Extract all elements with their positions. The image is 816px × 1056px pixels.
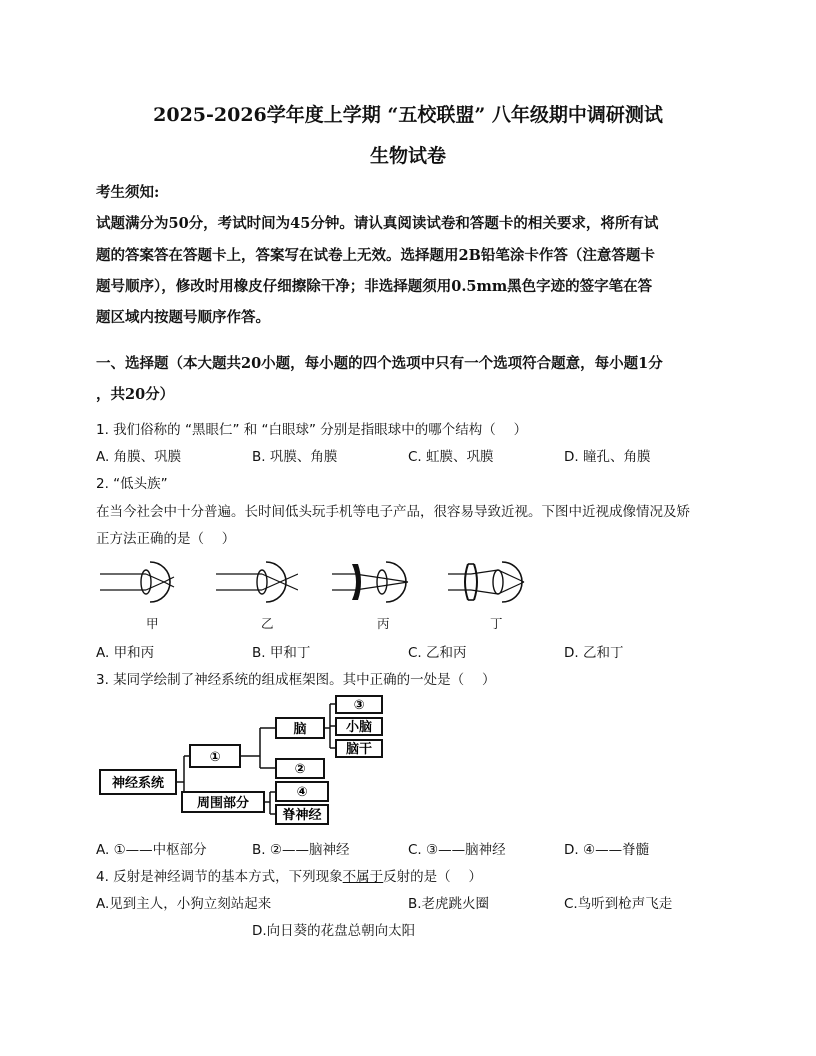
q1-option-a: A. 角膜、巩膜 — [96, 449, 182, 465]
diagram-text-brain: 脑 — [293, 722, 307, 737]
diagram-text-peripheral: 周围部分 — [196, 796, 250, 811]
q1-option-c: C. 虹膜、巩膜 — [408, 449, 494, 465]
q2-option-d: D. 乙和丁 — [564, 645, 624, 661]
q2-option-c: C. 乙和丙 — [408, 645, 467, 661]
q3-option-d: D. ④——脊髓 — [564, 842, 650, 858]
notice-line: 试题满分为50分，考试时间为45分钟。请认真阅读试卷和答题卡的相关要求，将所有试 — [96, 215, 659, 232]
question-1-stem: 1. 我们俗称的 “黑眼仁” 和 “白眼球” 分别是指眼球中的哪个结构（ ） — [96, 422, 528, 438]
notice-line: 题的答案答在答题卡上，答案写在试卷上无效。选择题用2B铅笔涂卡作答（注意答题卡 — [96, 247, 655, 264]
diagram-text-brain-part: ③ — [353, 698, 365, 713]
q4-option-a: A.见到主人，小狗立刻站起来 — [96, 896, 272, 912]
question-2-stem: 在当今社会中十分普遍。长时间低头玩手机等电子产品，很容易导致近视。下图中近视成像情况及矫 — [96, 504, 690, 520]
diagram-text-root: 神经系统 — [111, 776, 165, 791]
q3-option-a: A. ①——中枢部分 — [96, 842, 207, 858]
q4-option-c: C.鸟听到枪声飞走 — [564, 896, 673, 912]
figure-label-jia: 甲 — [146, 616, 159, 631]
section-heading-cont: ，共20分） — [96, 386, 175, 403]
exam-subject-title: 生物试卷 — [369, 145, 446, 167]
eye-diagram-ding — [446, 556, 530, 608]
q2-option-a: A. 甲和丙 — [96, 645, 155, 661]
q4-option-d: D.向日葵的花盘总朝向太阳 — [252, 923, 416, 939]
exam-title: 2025-2026学年度上学期 “五校联盟” 八年级期中调研测试 — [153, 104, 663, 126]
diagram-text-central: ① — [209, 750, 221, 765]
figure-label-bing: 丙 — [377, 616, 390, 631]
q3-option-c: C. ③——脑神经 — [408, 842, 506, 858]
eye-diagram-yi — [214, 556, 298, 608]
nervous-system-diagram — [98, 694, 398, 828]
question-2-stem: 正方法正确的是（ ） — [96, 531, 236, 547]
q1-option-b: B. 巩膜、角膜 — [252, 449, 338, 465]
diagram-text-brain-part: 脑干 — [345, 742, 373, 757]
q4-option-b: B.老虎跳火圈 — [408, 896, 490, 912]
notice-heading: 考生须知: — [96, 184, 160, 201]
notice-line: 题区域内按题号顺序作答。 — [96, 309, 270, 326]
question-3-stem: 3. 某同学绘制了神经系统的组成框架图。其中正确的一处是（ ） — [96, 672, 496, 688]
diagram-text-peripheral-part: 脊神经 — [282, 808, 322, 823]
eye-diagram-bing — [330, 556, 414, 608]
q4-stem-text: 反射的是（ ） — [383, 869, 482, 885]
section-heading: 一、选择题（本大题共20小题，每小题的四个选项中只有一个选项符合题意，每小题1分 — [96, 355, 663, 372]
q4-stem-text: 4. 反射是神经调节的基本方式，下列现象 — [96, 869, 343, 885]
q1-option-d: D. 瞳孔、角膜 — [564, 449, 651, 465]
question-4-stem — [96, 865, 482, 885]
eye-diagram-jia — [98, 556, 182, 608]
diagram-text-spinal: ② — [294, 762, 306, 777]
figure-label-yi: 乙 — [261, 616, 274, 631]
figure-label-ding: 丁 — [490, 616, 503, 631]
notice-line: 题号顺序），修改时用橡皮仔细擦除干净；非选择题须用0.5mm黑色字迹的签字笔在答 — [96, 278, 653, 295]
q4-stem-underlined: 不属于 — [342, 869, 384, 885]
diagram-text-peripheral-part: ④ — [296, 785, 308, 800]
q2-option-b: B. 甲和丁 — [252, 645, 311, 661]
diagram-text-brain-part: 小脑 — [345, 720, 373, 735]
q3-option-b: B. ②——脑神经 — [252, 842, 350, 858]
question-2-stem: 2. “低头族” — [96, 476, 168, 492]
